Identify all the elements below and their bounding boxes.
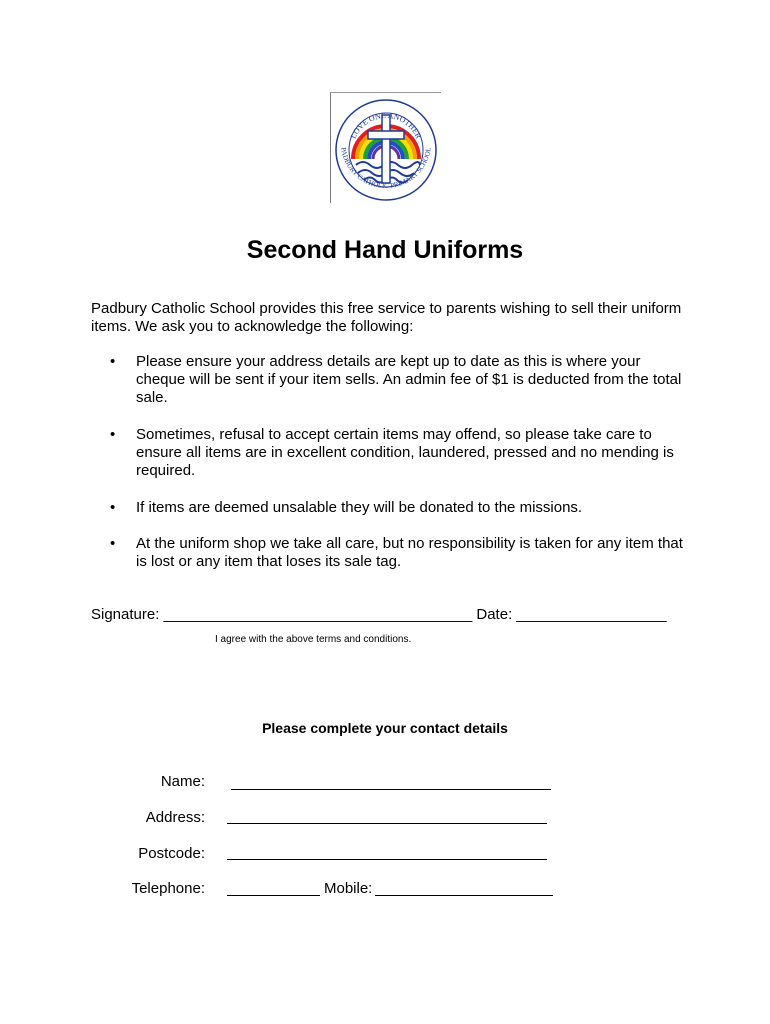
postcode-field[interactable] xyxy=(227,859,547,860)
telephone-label: Telephone: xyxy=(131,880,205,897)
bullet-icon: • xyxy=(110,426,116,443)
list-item xyxy=(91,426,691,480)
address-field[interactable] xyxy=(227,823,547,824)
bullet-icon: • xyxy=(110,535,116,552)
bullet-icon: • xyxy=(110,499,116,516)
mobile-label: Mobile: xyxy=(324,880,373,897)
svg-text:PADBURY CATHOLIC PRIMARY SCHOO: PADBURY CATHOLIC PRIMARY SCHOOL xyxy=(339,146,433,191)
telephone-field[interactable] xyxy=(227,895,320,896)
terms-list xyxy=(91,353,691,571)
list-item xyxy=(91,353,691,407)
list-item-text: Please ensure your address details are kept up to date as this is where your cheque will be sent if your item sells. An admin fee of $1 is deducted from the total sale. xyxy=(136,353,682,406)
intro-paragraph: Padbury Catholic School provides this free service to parents wishing to sell their uniform items. We ask you to acknowledge the following: xyxy=(91,300,682,335)
postcode-label: Postcode: xyxy=(138,845,205,862)
school-logo xyxy=(330,92,441,203)
list-item-text: If items are deemed unsalable they will be donated to the missions. xyxy=(136,499,583,516)
signature-date-line[interactable]: Signature: _____________________________________ Date: __________________ xyxy=(91,606,667,623)
name-field[interactable] xyxy=(231,789,551,790)
contact-heading: Please complete your contact details xyxy=(262,720,508,736)
list-item-text: At the uniform shop we take all care, but no responsibility is taken for any item that is lost or any item that loses its sale tag. xyxy=(136,535,683,570)
page-title: Second Hand Uniforms xyxy=(246,236,524,264)
svg-text:LOVE ONE ANOTHER: LOVE ONE ANOTHER xyxy=(348,110,424,141)
name-label: Name: xyxy=(160,773,205,790)
list-item xyxy=(91,499,691,517)
bullet-icon: • xyxy=(110,353,116,370)
mobile-field[interactable] xyxy=(375,895,553,896)
agreement-note: I agree with the above terms and conditions. xyxy=(215,634,412,645)
school-crest-icon xyxy=(331,93,441,203)
list-item xyxy=(91,535,691,571)
list-item-text: Sometimes, refusal to accept certain items may offend, so please take care to ensure all items are in excellent condition, laundered, pressed and no mending is required. xyxy=(136,426,674,479)
address-label: Address: xyxy=(145,809,205,826)
